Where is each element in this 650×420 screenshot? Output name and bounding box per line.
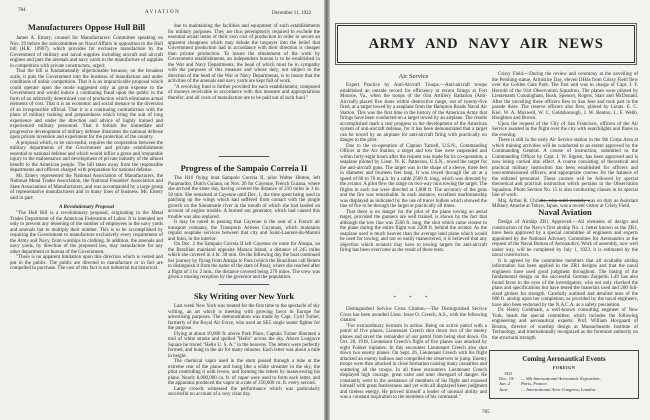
- right-column-2: [492, 72, 638, 344]
- paragraph: James A. Emery, counsel for Manufacturers' Committee speaking on Nov. 29 before the subcommittee on Naval Affairs in opposition to the Hull bill (H.R. 10967), which provides for exclusive manufacture by the Government of military and naval supplies including aircraft and aircraft engines and puts the arsenals and navy yards in the manufacture of supplies in competition with private constructors, urged:: [10, 36, 163, 69]
- article-body: [10, 211, 163, 272]
- divider: [219, 284, 269, 285]
- events-list: [490, 376, 638, 392]
- running-head: AVIATION: [145, 10, 181, 15]
- article-body: [492, 220, 638, 341]
- paragraph: It is agreed by the committee members that all available airship information has been applied in the ZR1 designs and that the naval engineers have used good judgment throughout. The basing of the fundamental design on the successful German Zeppelin L49 has also found favor in the eyes of the investigators, who not only checked the plans and specifications but have tested the materials used and 200 full-sized girders for strength. Carefully outlined and detailed tests of the 680 ft. airship upon her completion, as provided by the naval engineers, have also been endorsed by the N.A.C.A. as a safety precaution.: [492, 258, 638, 308]
- paragraph: Dr. Henry Goldmark, a well-known consulting engineer of New York, heads the special committee, which includes the following engineering and aeronautical experts: Prof. William Hovgaard of Boston, director of warship design at Massachusetts Institute of Technology, and internationally recognized as the foremost authority on the structural strength: [492, 308, 638, 341]
- paragraph: On Dec. 2 the Sampaio Correia II left Cayenne en route for Amapa, on the Brazilian mainland opposite Maraca Island, a distance of 245 miles which she covered in 4 hr. 38 min. On the following day the boat continued her journey by flying from Amapa to Para (which the Brazilians call Belem to distinguish it from the name of the state of Para), where she reached after a flight of 3 hr. 2 min., the distance covered being 270 miles. The crew was given a rousing reception by the governor and the population.: [168, 242, 320, 280]
- event-date: Dec. 15-: [499, 375, 515, 381]
- article-body: [340, 83, 487, 289]
- page-number-left: 784: [18, 8, 26, 13]
- paragraph: "For extraordinary heroism in action. Being on active patrol with a patrol of five planes, Lieutenant Creech shot down two of the enemy planes and saved the remainder of our patrol from being shot down. On Oct. 28, 1918, Lieutenant Creech's flight of five planes was attacked by eight Fokker biplanes. In this encounter Lieutenant Creech also shot down two enemy planes. On Sept. 26, Lieutenant Creech with his flight attacked an enemy balloon and compelled the observers to jump. Enemy troops were then attacked in close formation causing many casualties and scattering all the troops. In all these encounters Lieutenant Creech displayed high courage, great valor and utter disregard of danger. He constantly went to the assistance of members of his flight and exposed himself with great fearlessness and yet with all displayed keen judgment and tireless energy. He proved himself a leader of unusual ability and was a constant inspiration to the members of his command.": [340, 323, 487, 400]
- event-text: Paris, France.: [521, 381, 548, 387]
- section-banner: [337, 25, 635, 63]
- separator: * * *: [393, 296, 434, 301]
- event-date: June: [499, 386, 508, 392]
- article-body: [340, 307, 487, 401]
- divider: [219, 156, 269, 157]
- right-column-1: [340, 72, 487, 408]
- paragraph: That the bill is fundamentally objectionable because, on the broadest scale, it puts the Government into the business of manufacture and under conditions of unfair competition. That it is an impracticable proposal which could operate upon the mode suggested only at great expense to the Government and would induce a continuing fraud upon the public in the form of an arbitrarily determined cost of production which eliminates actual elements of cost. That it is an economic and social menace to the diversion of an irresponsible official. That it is a continuing contradiction with the plans of military training and preparedness which bring the suit of long experience and under the direction and advice of highly trained and experienced military personnel. That it forbids the immediate and progressive development of military defense illustrates the national defense upon private invention and experiment for the protection of the country.: [10, 69, 163, 140]
- banner-title: ARMY AND NAVY AIR NEWS: [368, 35, 604, 52]
- paragraph: Distinguished Service Cross Citation.—The Distinguished Service Cross has been awarded Lieut. Jesse O. Creech, A.S., with the following citation:: [340, 307, 487, 323]
- paragraph: A proposal which, to be successful, requires the cooperation between the military departments of the Government and private establishments essential to national defense and which would inflict a grave and irreparable injury to the maintenance and development of private industry of the almost benefit to the American people. The bill takes away from the responsible departments and officers charged with preparation for national defense.: [10, 140, 163, 173]
- events-title: Coming Aeronautical Events: [522, 356, 606, 363]
- paragraph: Flying at about 10,000 ft. above Park Place, Captain Turner liberated a trail of white smoke and spelled "Hello" across the sky. Above Longacre Square he traced "Hello U. S. A." in the heavens. The letters were perfectly formed, and hung in the air for many minutes. Each letter was about a mile in height.: [168, 331, 320, 359]
- article-title: Sky Writing over New York: [193, 291, 295, 301]
- events-box: [489, 350, 639, 399]
- paragraph: Last week New York was treated for the first time to the spectacle of sky writing, an art which is meeting with growing favor in Europe for advertising purposes. The demonstration was made by Capt. Cyril Turner, formerly of the Royal Air Force, who used an SE5 single seater fighter for the purpose.: [168, 304, 320, 331]
- article-title: Naval Aviation: [538, 207, 592, 217]
- events-subtitle: FOREIGN: [552, 365, 576, 371]
- article-title: Manufacturers Oppose Hull Bill: [27, 22, 146, 32]
- event-text: — 8th International Aeronautic Exposition,: [521, 375, 601, 381]
- event-date: Jan. 2: [499, 381, 511, 387]
- event-text: — International Aero Congress, London.: [521, 386, 597, 392]
- event-row: [490, 387, 638, 392]
- article-body: [10, 36, 163, 201]
- paragraph: Crissy Field.—During the review and ceremony at the unveiling of the Pershing statue, Armistice Day, eleven DH4s from Crissy Field flew over the Golden Gate Park. The first unit was in charge of Capt. J. F. Herrold of the 91st Observation Squadron. The planes were piloted by Lieutenants Cunningham, Bush, Spencer, Rogers, Starr and McDonald. After the unveiling these officers flew to San Jose and took part in the parade there. The reserve officers also flew, piloted by Lieuts. E. C. Kiel, W. A. Maxwell, W. C. Goldsborough, J. W. Benton, L. F. Webb, Houghton and Brown.: [492, 72, 638, 121]
- subheading: A Revolutionary Proposal: [58, 204, 115, 210]
- paragraph: The H16 flying boat Sampaio Correia II, pilot Walter Hinton, left Paramaribo, Dutch Guiana, on Nov. 26 for Cayenne, French Guiana, where she arrived the same day, having covered the distance of 210 miles in 3 hr. 50 min. She remained at Cayenne until Dec. 1, the time spent being used in patching up the wings which had suffered from contact with the jungle growth on the Sinnamarie river in the mouth of which she had landed on account of engine trouble. A burned out generator, which had caused this trouble was also replaced.: [168, 176, 320, 220]
- paragraph: due to maintaining the facilities and equipment of such establishments for military purposes. They are thus peremptorily required to exclude the essential actual items of their own cost of production in order to secure an apparent cheapness which may delude the taxpayer into the belief that Government production had in accordance with their direction is cheaper than private production. To insure the obtainment of the work by Government establishments, an independent bureau is to be established in the War and Navy Departments, the head of which must be in sympathy with the purposes of this measure and whose duty, not subject to the direction of the head of the War or Navy Departments, is to insure that the activities of the arsenals and navy yards are kept full of work.: [168, 24, 320, 84]
- paragraph: Mr. Emery represented the National Association of Manufacturers, the National Metal Trades Association, the National Founders' Association and State Associations of Manufacturers, and was accompanied by a large group of representative manufacturers and in many lines of business. Mr. Emery said in part:: [10, 173, 163, 201]
- section-heading: Air Service: [398, 73, 429, 80]
- paragraph: That there is no danger for the pilot of the plane towing an aerial target, provided the gunners are well trained, is shown by the fact that although the tow line was 2500 ft. long, the shot which came closest to the plane during the entire flight was 2200 ft. behind the aviator. As the seaplane used is much heavier than the average land plane which would be used for towing, and not so easily maneuvered, it is believed that any objection which aviators may have to towing targets for anti-aircraft firing has been overcome as the result of these tests.: [340, 209, 487, 253]
- paragraph: "There is no apparent limitation upon this direction which is vested and put in the public. The public are directed to manufacture or in fact are compelled to purchase. The cost of this fact is not industrial but historical.: [10, 255, 163, 271]
- left-column-1: [10, 20, 163, 412]
- article-body: [168, 176, 320, 279]
- paragraph: Expert Practice by Anti-Aircraft Troops.—Anti-aircraft troops established an outside record for efficiency at recent firings at Fort Monroe, Va., when the troops of the 61st Artillery Battalion (Anti-Aircraft) placed five shots within destructive range, out of twenty-five fired, at a target towed by a seaplane from the Hampton Roads Naval Air Station. This was the first time in the history of the American Army that firings have been conducted on a target towed by an airplane. The results accomplished mark a real progress in the development of the American system of anti-aircraft defense, for it has been demonstrated that a target can be towed by an airplane for anti-aircraft firing with practically no danger to the pilot.: [340, 83, 487, 143]
- article-title: Progress of the Sampaio Correia II: [180, 163, 308, 173]
- issue-date: December 11, 1922: [272, 11, 312, 16]
- page-gutter: [324, 0, 330, 420]
- page-number-right: 785: [482, 410, 490, 415]
- paragraph: There is still in the early Air Service station in the 9th Corps Area at which training activities will be conducted to an extent approved by the Commanding General. A course of instruction, submitted to the Commanding Officer by Capt. J. W. Sigrest, has been approved and is now being carried into effect. A course consisting of theoretical and practical military instruction has been established for officers and noncommissioned officers, and appropriate courses for the balance of the enlisted personnel. These courses will be followed by special theoretical and practical instruction which pertains to the Observation Squadron. Photo Section No. 15 is also conducting classes in its special line of work.: [492, 138, 638, 198]
- paragraph: Large crowds witnessed the performance which was particularly successful on account of a very clear day.: [168, 386, 320, 397]
- paragraph: Due to the co-operation of Captain Yarnell, U.S.N., Commanding Officer at the Air Station, a target and tow line were suspended and within forty-eight hours after the request was made for its co-operation, a seaplane piloted by Lieut. W. K. Patterson, U.S.N., towed the target for the anti-aircraft guns. The target was in the shape of a sleeve, three feet in diameter and fourteen feet long. It was towed through the air at a speed of 60 to 70 m.p.h. by a cable 2500 ft. long, which was directed by the aviator. A pilot flew the range on two-way runs towing the target. The flights in each run were directed at 1,000 ft. The accuracy of the guns and the fire was remarkable. In each instance, excellent marksmanship was displayed as indicated by the use of tracer bullets which showed the line of fire to be through the target at practically all times.: [340, 143, 487, 209]
- paragraph: Maj. Arthur R. Christie, who until recently was on duty as Assistant Military Attaché at Tokyo, Japan, was a recent visitor at Crissy Field.: [492, 198, 638, 209]
- events-year: 1923: [504, 370, 513, 376]
- article-body: [492, 72, 638, 209]
- article-body: [168, 304, 320, 398]
- paragraph: "A revolving fund is further provided for each establishment, composed of moneys receivable in accordance with this measure and appropriations therefor, and all costs of manufacture are to be paid out of such fund.": [168, 84, 320, 101]
- paragraph: The chemical vapor used in the stunt passed through a tube at the extreme rear of the plane and hung like a white streamer in the sky, the pilot controlling it with levers, and forming the letters by maneuvering his plane. Nearly 8,000,000 cu. ft. of vapor were used to form each letter, and the apparatus produced the vapor at a rate of 250,000 cu. ft. every second.: [168, 359, 320, 386]
- left-column-2: [168, 24, 320, 412]
- paragraph: Upon the request of the City of San Francisco, officers of the Air Service assisted in the flight over the city with searchlights and flares in the evening.: [492, 121, 638, 138]
- paragraph: It may be noted in passing that Cayenne is the seat of a French air transport company, the Transports Aériens Guyanais, which maintains regular seaplane services between that city and Saint-Laurent-du-Maroni and Inini, in the interior.: [168, 220, 320, 242]
- paragraph: "The Hull Bill is a revolutionary proposal, originating in the Metal Trades Department of the American Federation of Labor. It is intended not only to prevent any lessening of the number of employees in the navy yards and arsenals but to multiply their number. This is to be accomplished by requiring the Government to manufacture exclusively every requirement of the Army and Navy, from warships to clothing. In addition, the arsenals and navy yards, by direction of the proposed law, may manufacture for any other department or bureau of the Government.: [10, 211, 163, 255]
- article-continuation: [168, 24, 320, 148]
- paragraph: Design of Airship ZR1 Approved.—All elements of design and construction of the Navy's first airship No. 1, better known as the ZR1, have been approved by a special committee of engineers and experts appointed by the National Advisory Committee for Aeronautics at the request of the Naval Bureau of Aeronautics. Work of assembly, now well under way, will be completed by July 1, 1923, it is estimated by the naval constructors.: [492, 220, 638, 258]
